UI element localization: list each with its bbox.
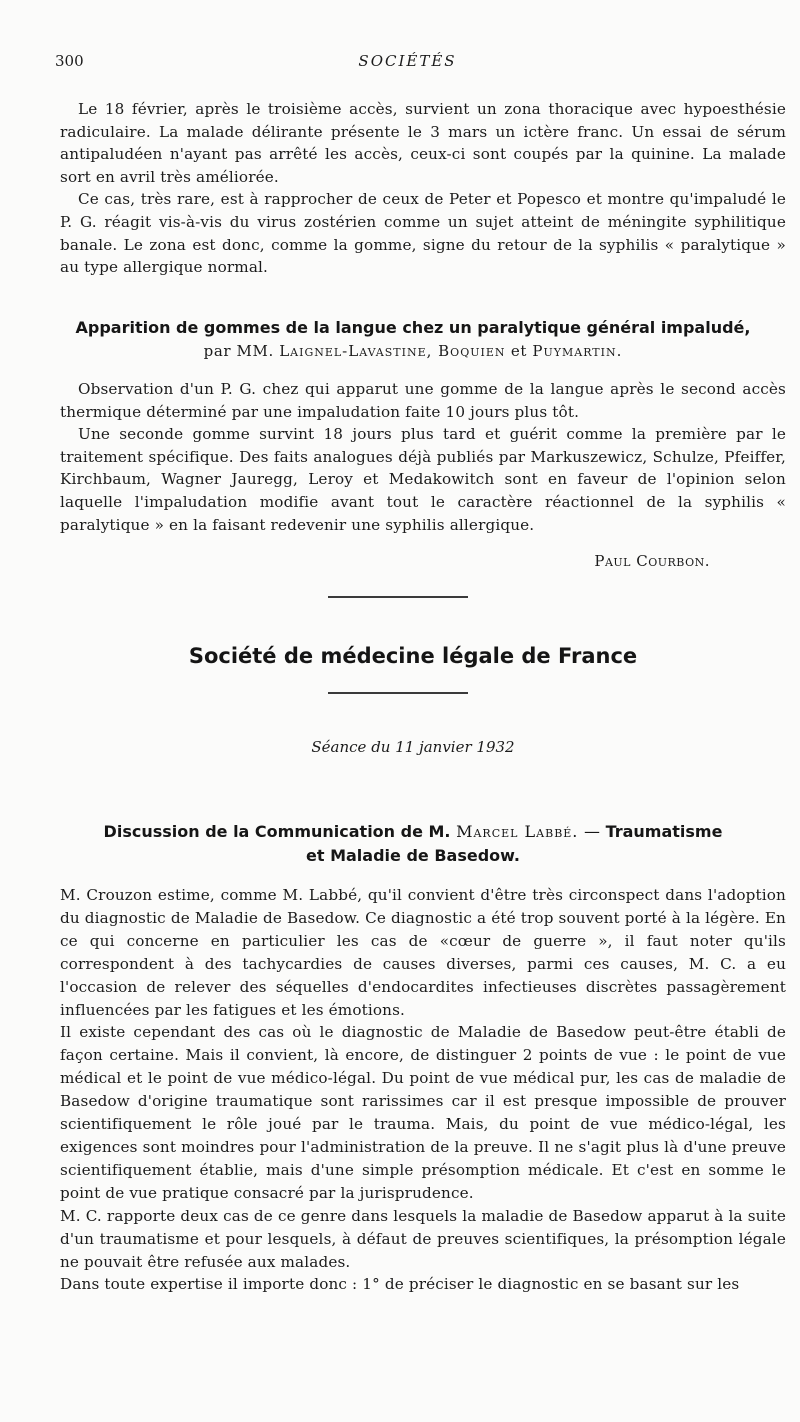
article2-title-name: Marcel Labbé. [456, 822, 579, 841]
article2-title-part1: Discussion de la Communication de M. [103, 822, 451, 841]
article1-title: Apparition de gommes de la langue chez un paralytique général impaludé, [75, 318, 751, 337]
intro-paragraph-1: Le 18 février, après le troisième accès, survient un zona thoracique avec hypoesthésie radiculaire. La malade délirante présente le 3 mars un ictère franc. Un essai de sérum antipaludéen n'ayant pas arrêté les accès, ceux-ci sont coupés par la quinine. La malade sort en avril très améliorée. [60, 100, 786, 186]
article2-title-dash: — [583, 822, 600, 841]
article2-paragraph-3: M. C. rapporte deux cas de ce genre dans lesquels la maladie de Basedow apparut à la suite d'un traumatisme et pour lesquels, à défaut de preuves scientifiques, la présomption légale ne pouvait être refusée aux malades. [60, 1206, 786, 1271]
article2-paragraph-2: Il existe cependant des cas où le diagnostic de Maladie de Basedow peut-être établi de façon certaine. Mais il convient, là encore, de distinguer 2 points de vue : le point de vue médical et le point de vue médico-légal. Du point de vue médical pur, les cas de maladie de Basedow d'origine traumatique sont rarissimes car il est presque impossible de prouver scientifiquement le rôle joué par le trauma. Mais, du point de vue médico-légal, les exigences sont moindres pour l'administration de la preuve. Il ne s'agit plus là d'une preuve scientifiquement établie, mais d'une simple présomption médicale. Et c'est en somme le point de vue pratique consacré par la jurisprudence. [60, 1023, 786, 1202]
society-divider [328, 692, 468, 694]
article2-title-line2: et Maladie de Basedow. [306, 846, 520, 865]
article1-paragraph-1: Observation d'un P. G. chez qui apparut une gomme de la langue après le second accès thermique déterminé par une impaludation faite 10 jours plus tôt. [60, 380, 786, 421]
article1-body [60, 378, 786, 536]
byline-prefix: par MM. [203, 342, 274, 360]
byline-authors: Laignel-Lavastine, Boquien [279, 342, 506, 360]
seance-date: Séance du 11 janvier 1932 [311, 738, 515, 756]
section-divider [328, 596, 468, 598]
article2-body [60, 884, 786, 1296]
society-heading: Société de médecine légale de France [188, 644, 638, 668]
article2-paragraph-1: M. Crouzon estime, comme M. Labbé, qu'il convient d'être très circonspect dans l'adoption du diagnostic de Maladie de Basedow. Ce diagnostic a été trop souvent porté à la légère. En ce qui concerne en particulier les cas de «cœur de guerre », il faut noter qu'ils correspondent à des tachycardies de causes diverses, parmi ces causes, M. C. a eu l'occasion de relever des séquelles d'endocardites infectieuses discrètes passagèrement influencées par les fatigues et les émotions. [60, 886, 786, 1019]
running-title: SOCIÉTÉS [358, 52, 457, 70]
byline-and: et [510, 342, 527, 360]
article1-paragraph-2: Une seconde gomme survint 18 jours plus tard et guérit comme la première par le traitement spécifique. Des faits analogues déjà publiés par Markuszewicz, Schulze, Pfeiffer, Kirchbaum, Wagner Jauregg, Leroy et Medakowitch sont en faveur de l'opinion selon laquelle l'impaludation modifie avant tout le caractère réactionnel de la syphilis « paralytique » en la faisant redevenir une syphilis allergique. [60, 425, 786, 534]
intro-text [60, 98, 786, 279]
page-number: 300 [55, 52, 84, 70]
article2-title-part2: Traumatisme [605, 822, 723, 841]
article2-paragraph-4: Dans toute expertise il importe donc : 1° de préciser le diagnostic en se basant sur les [60, 1275, 740, 1294]
intro-paragraph-2: Ce cas, très rare, est à rapprocher de ceux de Peter et Popesco et montre qu'impaludé le P. G. réagit vis-à-vis du virus zostérien comme un sujet atteint de méningite syphilitique banale. Le zona est donc, comme la gomme, signe du retour de la syphilis « paralytique » au type allergique normal. [60, 190, 786, 277]
page-header [55, 52, 760, 74]
article2-title [40, 820, 786, 844]
article1-byline [40, 342, 786, 360]
byline-last-author: Puymartin. [532, 342, 623, 360]
article1-signature: Paul Courbon. [594, 552, 710, 570]
